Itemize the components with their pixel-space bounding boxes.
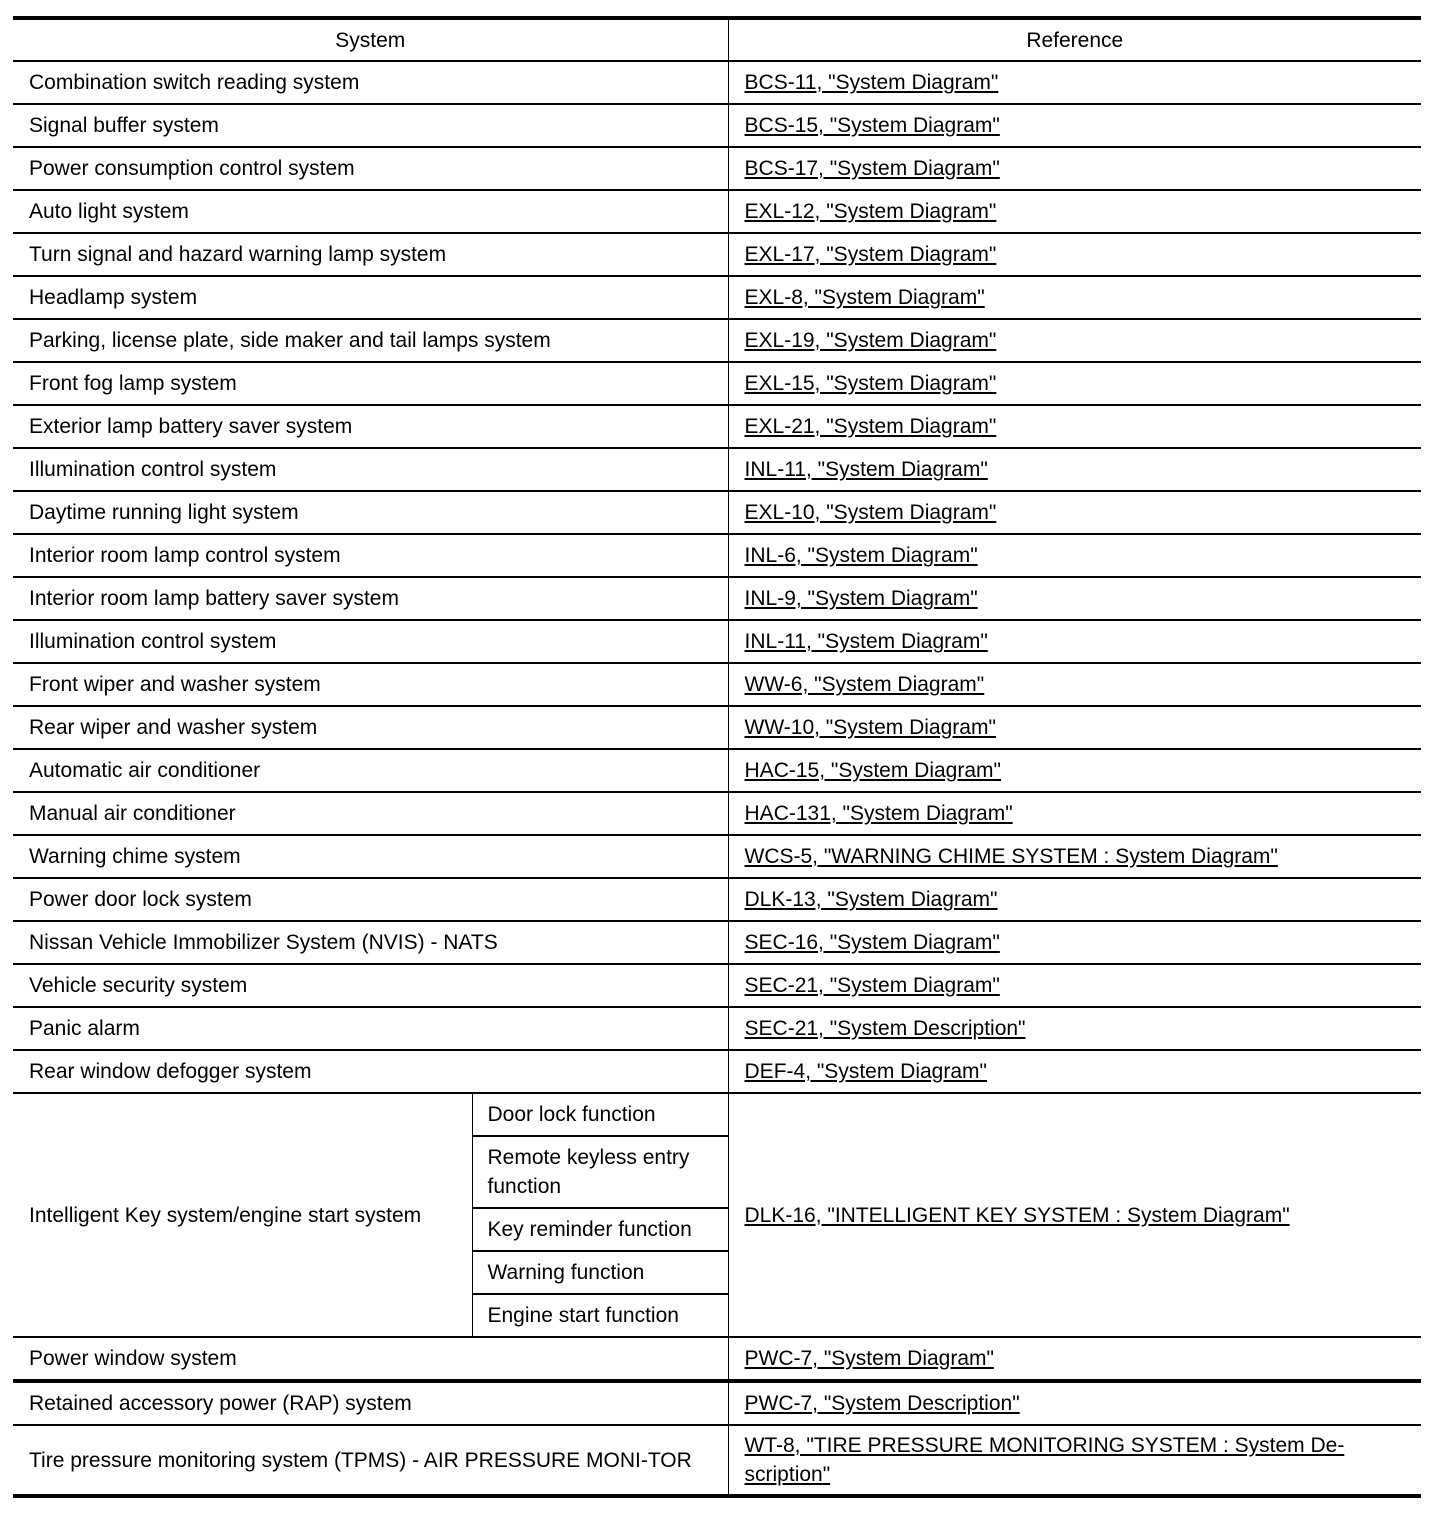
reference-link[interactable]: EXL-19, "System Diagram" — [744, 329, 997, 352]
system-cell: Front fog lamp system — [13, 362, 728, 405]
system-cell: Power window system — [13, 1337, 728, 1381]
reference-link[interactable]: INL-9, "System Diagram" — [744, 587, 978, 610]
reference-link[interactable]: EXL-12, "System Diagram" — [744, 200, 997, 223]
system-cell: Tire pressure monitoring system (TPMS) - AIR PRESSURE MONI-TOR — [13, 1425, 728, 1496]
table-row — [13, 577, 1421, 620]
table-row — [13, 491, 1421, 534]
table-row — [13, 1093, 1421, 1136]
system-cell: Rear window defogger system — [13, 1050, 728, 1093]
system-cell: Intelligent Key system/engine start system — [13, 1093, 472, 1337]
table-row — [13, 147, 1421, 190]
system-cell: Auto light system — [13, 190, 728, 233]
table-row — [13, 878, 1421, 921]
table-row — [13, 1050, 1421, 1093]
system-cell: Illumination control system — [13, 620, 728, 663]
function-cell: Warning function — [472, 1251, 728, 1294]
system-reference-table-container — [13, 16, 1421, 1498]
reference-link[interactable]: SEC-21, "System Diagram" — [744, 974, 1000, 997]
table-row — [13, 1381, 1421, 1425]
system-cell: Parking, license plate, side maker and tail lamps system — [13, 319, 728, 362]
reference-link[interactable]: BCS-11, "System Diagram" — [744, 71, 999, 94]
system-cell: Power consumption control system — [13, 147, 728, 190]
reference-link[interactable]: WT-8, "TIRE PRESSURE MONITORING SYSTEM : System De-scription" — [744, 1434, 1345, 1486]
system-cell: Daytime running light system — [13, 491, 728, 534]
table-row — [13, 964, 1421, 1007]
reference-cell — [728, 835, 1421, 878]
system-cell: Manual air conditioner — [13, 792, 728, 835]
reference-link[interactable]: WW-6, "System Diagram" — [744, 673, 985, 696]
reference-cell — [728, 1425, 1421, 1496]
table-row — [13, 1007, 1421, 1050]
system-cell: Interior room lamp control system — [13, 534, 728, 577]
system-cell: Automatic air conditioner — [13, 749, 728, 792]
reference-cell — [728, 491, 1421, 534]
table-row — [13, 921, 1421, 964]
reference-cell — [728, 1381, 1421, 1425]
system-cell: Front wiper and washer system — [13, 663, 728, 706]
table-row — [13, 319, 1421, 362]
system-cell: Rear wiper and washer system — [13, 706, 728, 749]
table-row — [13, 792, 1421, 835]
reference-cell — [728, 749, 1421, 792]
reference-cell — [728, 620, 1421, 663]
reference-cell — [728, 1050, 1421, 1093]
reference-link[interactable]: HAC-15, "System Diagram" — [744, 759, 1001, 782]
function-cell: Engine start function — [472, 1294, 728, 1337]
reference-cell — [728, 276, 1421, 319]
reference-link[interactable]: SEC-16, "System Diagram" — [744, 931, 1000, 954]
function-cell: Remote keyless entry function — [472, 1136, 728, 1208]
reference-cell — [728, 878, 1421, 921]
table-row — [13, 1425, 1421, 1496]
table-row — [13, 104, 1421, 147]
reference-link[interactable]: WCS-5, "WARNING CHIME SYSTEM : System Diagram" — [744, 845, 1278, 868]
reference-cell — [728, 1337, 1421, 1381]
reference-cell — [728, 534, 1421, 577]
table-row — [13, 233, 1421, 276]
system-cell: Nissan Vehicle Immobilizer System (NVIS) - NATS — [13, 921, 728, 964]
table-body — [13, 61, 1421, 1496]
table-row — [13, 405, 1421, 448]
reference-cell — [728, 964, 1421, 1007]
reference-link[interactable]: WW-10, "System Diagram" — [744, 716, 996, 739]
system-cell: Vehicle security system — [13, 964, 728, 1007]
system-reference-table — [13, 16, 1421, 1498]
reference-cell — [728, 1007, 1421, 1050]
reference-cell — [728, 1093, 1421, 1337]
table-row — [13, 448, 1421, 491]
table-row — [13, 534, 1421, 577]
reference-link[interactable]: SEC-21, "System Description" — [744, 1017, 1026, 1040]
table-row — [13, 190, 1421, 233]
system-cell: Warning chime system — [13, 835, 728, 878]
reference-link[interactable]: EXL-10, "System Diagram" — [744, 501, 997, 524]
system-cell: Headlamp system — [13, 276, 728, 319]
reference-link[interactable]: PWC-7, "System Diagram" — [744, 1347, 994, 1370]
system-cell: Signal buffer system — [13, 104, 728, 147]
reference-cell — [728, 233, 1421, 276]
table-row — [13, 362, 1421, 405]
system-cell: Power door lock system — [13, 878, 728, 921]
reference-link[interactable]: PWC-7, "System Description" — [744, 1392, 1020, 1415]
header-system: System — [13, 18, 728, 61]
reference-link[interactable]: DLK-16, "INTELLIGENT KEY SYSTEM : System Diagram" — [744, 1203, 1290, 1227]
function-cell: Key reminder function — [472, 1208, 728, 1251]
table-row — [13, 276, 1421, 319]
reference-link[interactable]: BCS-17, "System Diagram" — [744, 157, 1000, 180]
reference-link[interactable]: INL-11, "System Diagram" — [744, 630, 988, 653]
table-row — [13, 663, 1421, 706]
reference-cell — [728, 405, 1421, 448]
system-cell: Interior room lamp battery saver system — [13, 577, 728, 620]
system-cell: Turn signal and hazard warning lamp system — [13, 233, 728, 276]
reference-cell — [728, 663, 1421, 706]
reference-cell — [728, 448, 1421, 491]
reference-cell — [728, 147, 1421, 190]
reference-cell — [728, 104, 1421, 147]
reference-link[interactable]: HAC-131, "System Diagram" — [744, 802, 1013, 825]
reference-link[interactable]: EXL-15, "System Diagram" — [744, 372, 997, 395]
reference-link[interactable]: DEF-4, "System Diagram" — [744, 1060, 987, 1083]
system-cell: Combination switch reading system — [13, 61, 728, 104]
reference-cell — [728, 190, 1421, 233]
reference-link[interactable]: INL-6, "System Diagram" — [744, 544, 978, 567]
table-row — [13, 61, 1421, 104]
function-cell: Door lock function — [472, 1093, 728, 1136]
system-cell: Retained accessory power (RAP) system — [13, 1381, 728, 1425]
table-header-row — [13, 18, 1421, 61]
header-reference: Reference — [728, 18, 1421, 61]
reference-cell — [728, 706, 1421, 749]
reference-cell — [728, 61, 1421, 104]
reference-link[interactable]: EXL-8, "System Diagram" — [744, 286, 985, 309]
reference-cell — [728, 792, 1421, 835]
reference-link[interactable]: EXL-17, "System Diagram" — [744, 243, 997, 266]
system-cell: Exterior lamp battery saver system — [13, 405, 728, 448]
system-cell: Panic alarm — [13, 1007, 728, 1050]
table-row — [13, 706, 1421, 749]
reference-cell — [728, 577, 1421, 620]
reference-cell — [728, 319, 1421, 362]
system-cell: Illumination control system — [13, 448, 728, 491]
reference-link[interactable]: EXL-21, "System Diagram" — [744, 415, 997, 438]
reference-link[interactable]: DLK-13, "System Diagram" — [744, 888, 998, 911]
reference-cell — [728, 362, 1421, 405]
table-row — [13, 620, 1421, 663]
table-row — [13, 1337, 1421, 1381]
reference-cell — [728, 921, 1421, 964]
reference-link[interactable]: INL-11, "System Diagram" — [744, 458, 988, 481]
table-row — [13, 749, 1421, 792]
table-row — [13, 835, 1421, 878]
reference-link[interactable]: BCS-15, "System Diagram" — [744, 114, 1000, 137]
